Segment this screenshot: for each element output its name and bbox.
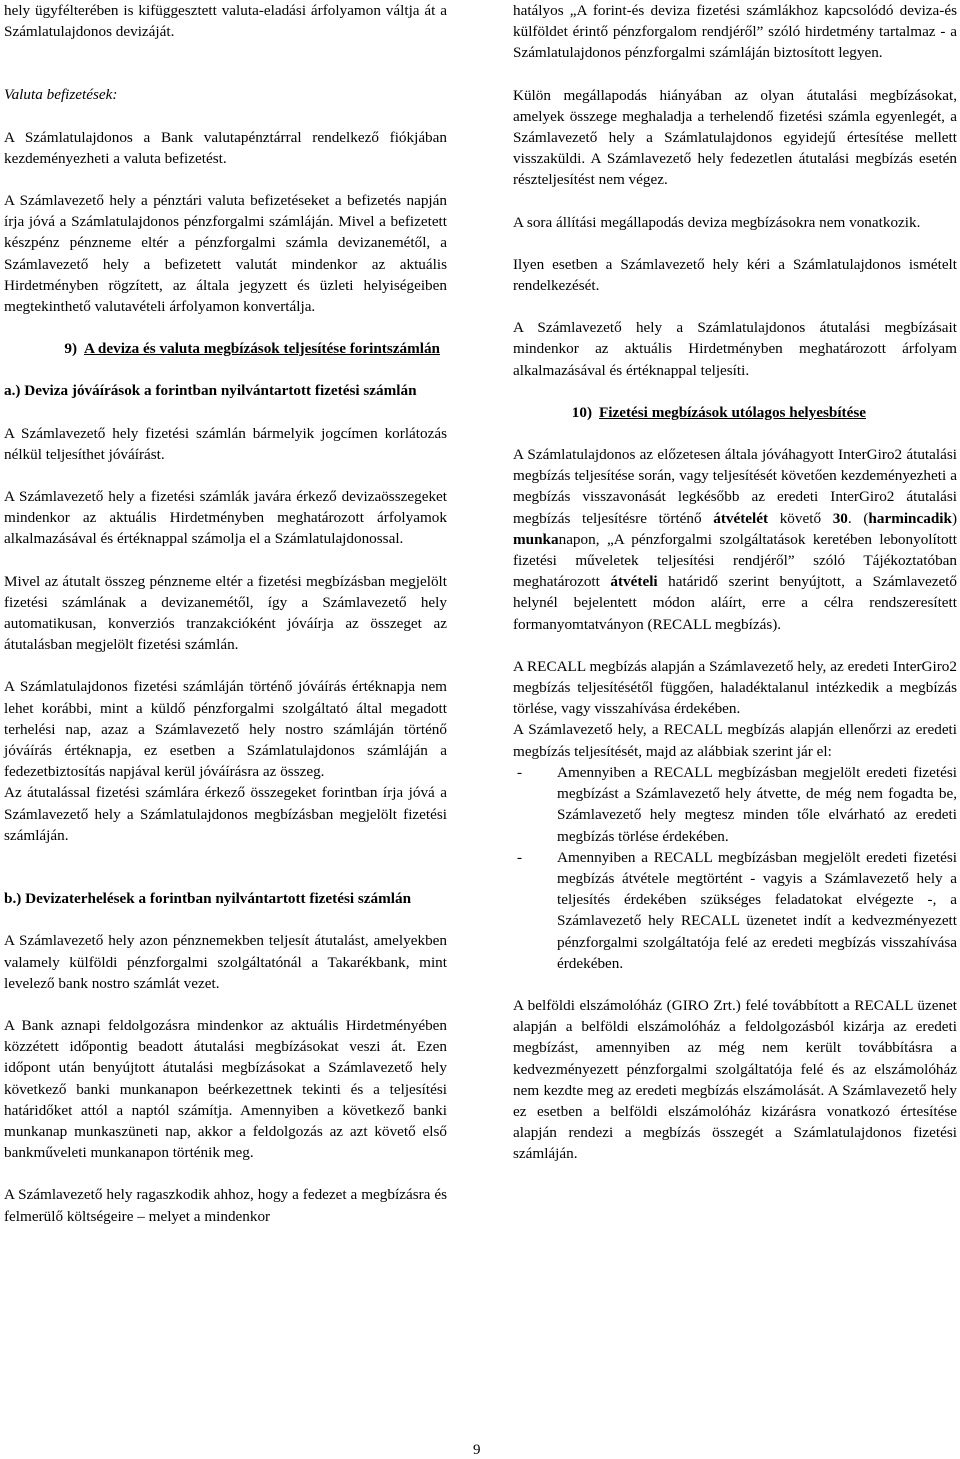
paragraph: Ilyen esetben a Számlavezető hely kéri a Számlatulajdonos ismételt rendelkezését. xyxy=(513,255,957,295)
text-run-bold: 30 xyxy=(832,509,848,527)
paragraph: A Számlavezető hely azon pénznemekben teljesít átutalást, amelyekben valamely külföldi pénzforgalmi szolgáltatónál a Takarékbank, mint levelező bank nostro számlát vezet. xyxy=(4,932,447,992)
left-column xyxy=(4,0,447,1227)
text-run: . ( xyxy=(847,509,869,527)
text-run-bold: átvételét xyxy=(713,509,769,527)
section-title-valuta: Valuta befizetések: xyxy=(4,86,118,104)
heading-text: A deviza és valuta megbízások teljesítése forintszámlán xyxy=(84,340,441,358)
heading-number: 10) xyxy=(571,403,592,421)
text-run: határidő szerint benyújtott, a Számlavezető helynél bejelentett módon aláírt, erre a célra rendszeresített formanyomtatványon (RECALL megbízás). xyxy=(513,573,957,633)
list-item-text: Amennyiben a RECALL megbízásban megjelölt eredeti fizetési megbízás átvétele megtörtént - vagyis a Számlavezető hely a teljesítés érdekében szükséges feladatokat elvégezte -, a Számlavezető hely RECALL üzenetet indít a kedvezményezett pénzforgalmi szolgáltatója felé az eredeti megbízás visszahívása érdekében. xyxy=(557,848,957,972)
section-heading-9 xyxy=(4,338,447,359)
dash-list xyxy=(513,762,957,974)
text-run: követő xyxy=(768,509,833,527)
paragraph: hely ügyfélterében is kifüggesztett valuta-eladási árfolyamon váltja át a Számlatulajdonos devizáját. xyxy=(4,2,447,41)
subheading-b: b.) Devizaterhelések a forintban nyilvántartott fizetési számlán xyxy=(4,890,412,908)
paragraph: Az átutalással fizetési számlára érkező összegeket forintban írja jóvá a Számlavezető hely a Számlatulajdonos megbízásban megjelölt fizetési számláján. xyxy=(4,784,447,844)
paragraph: A Számlavezető hely a fizetési számlák javára érkező devizaösszegeket mindenkor az aktuális Hirdetményben meghatározott árfolyamok alkalmazásával és értéknappal számolja el a Számlatulajdonossal. xyxy=(4,488,447,548)
paragraph: A belföldi elszámolóház (GIRO Zrt.) felé továbbított a RECALL üzenet alapján a belföldi elszámolóház a feldolgozásból kizárja az eredeti megbízást, amennyiben az még nem került továbbításra a kedvezményezett pénzforgalmi szolgáltatója felé és az elszámolóház nem kezdte meg az eredeti megbízás elszámolását. A Számlavezető hely ez esetben a belföldi elszámolóház kizárásra vonatkozó értesítése alapján rendezi a megbízás összegét a Számlatulajdonos fizetési számláján. xyxy=(513,996,957,1163)
heading-number: 9) xyxy=(64,340,77,358)
text-run-bold: harmincadik xyxy=(868,509,952,527)
page-number: 9 xyxy=(473,1442,481,1458)
paragraph: A Számlavezető hely ragaszkodik ahhoz, hogy a fedezet a megbízásra és felmerülő költségeire – melyet a mindenkor xyxy=(4,1186,447,1225)
dash-bullet: - xyxy=(517,848,523,866)
text-run: A Számlatulajdonos az előzetesen általa jóváhagyott InterGiro2 átutalási megbízás teljesítése során, vagy teljesítését követően kezdeményezheti a megbízás visszavonását legkésőbb az eredeti InterGiro2 átutalási megbízás teljesítésre történő xyxy=(513,446,957,527)
paragraph: A sora állítási megállapodás deviza megbízásokra nem vonatkozik. xyxy=(513,213,921,231)
right-column xyxy=(513,0,957,1165)
subheading-a: a.) Deviza jóváírások a forintban nyilvántartott fizetési számlán xyxy=(4,382,417,400)
text-run-bold: átvételi xyxy=(610,573,658,591)
text-run: ) xyxy=(951,509,958,527)
list-item xyxy=(513,762,957,847)
paragraph: A RECALL megbízás alapján a Számlavezető hely, az eredeti InterGiro2 megbízás teljesítésétől függően, haladéktalanul intézkedik a megbízás törlése, vagy visszahívása érdekében. xyxy=(513,657,957,718)
list-item-text: Amennyiben a RECALL megbízásban megjelölt eredeti fizetési megbízást a Számlavezető hely átvette, de még nem fogadta be, Számlavezető hely megtesz minden tőle elvárható az eredeti megbízás törlése érdekében. xyxy=(557,763,957,845)
paragraph: A Számlavezető hely, a RECALL megbízás alapján ellenőrzi az eredeti megbízás teljesítését, majd az alábbiak szerint jár el: xyxy=(513,721,957,760)
paragraph: A Számlavezető hely a pénztári valuta befizetéseket a befizetés napján írja jóvá a Számlatulajdonos pénzforgalmi számláján. Mivel a befizetett készpénz pénzneme eltér a pénzforgalmi számla devizanemétől, a Számlavezető hely a befizetett valutát mindenkor az aktuális Hirdetményben rögzített, az általa jegyzett és üzleti helyiségeiben megtekinthető valutavételi árfolyamon konvertálja. xyxy=(4,192,447,316)
paragraph: A Számlavezető hely a Számlatulajdonos átutalási megbízásait mindenkor az aktuális Hirdetményben meghatározott árfolyam alkalmazásával és értéknappal teljesíti. xyxy=(513,319,957,379)
paragraph: A Számlatulajdonos fizetési számláján történő jóváírás értéknapja nem lehet korábbi, mint a küldő pénzforgalmi szolgáltató által megadott terhelési nap, azaz a Számlavezető hely nostro számláján történő jóváírás értéknapja, ez esetben a Számlatulajdonos számláján a fedezetbiztosítás napjával kerül jóváírásra az összeg. xyxy=(4,678,447,781)
paragraph: A Számlavezető hely fizetési számlán bármelyik jogcímen korlátozás nélkül teljesíthet jóváírást. xyxy=(4,424,447,463)
paragraph: hatályos „A forint-és deviza fizetési számlákhoz kapcsolódó deviza-és külföldet érintő pénzforgalom rendjéről” szóló hirdetmény tartalmaz - a Számlatulajdonos pénzforgalmi számláján biztosított legyen. xyxy=(513,2,957,62)
section-heading-10 xyxy=(513,402,957,423)
text-run-bold: munka xyxy=(513,530,559,548)
paragraph: Mivel az átutalt összeg pénzneme eltér a fizetési megbízásban megjelölt fizetési számlának a devizanemétől, így a Számlavezető hely automatikusan, konverziós tranzakcióként jóváírja az összeget az átutalásban megjelölt fizetési számlán. xyxy=(4,572,447,654)
list-item xyxy=(513,847,957,974)
paragraph: A Számlatulajdonos a Bank valutapénztárral rendelkező fiókjában kezdeményezheti a valuta befizetést. xyxy=(4,128,447,167)
heading-text: Fizetési megbízások utólagos helyesbítése xyxy=(599,403,867,421)
paragraph: Külön megállapodás hiányában az olyan átutalási megbízásokat, amelyek összege meghaladja a terhelendő fizetési számla egyenlegét, a Számlavezető hely a Számlatulajdonos egyidejű értesítése mellett visszaküldi. A Számlavezető hely fedezetlen átutalási megbízás esetén részteljesítést nem végez. xyxy=(513,86,957,189)
text-run: napon, „A pénzforgalmi szolgáltatások keretében lebonyolított fizetési műveletek teljesítési rendjéről” szóló Tájékoztatóban meghatározott xyxy=(513,530,957,591)
paragraph: A Bank aznapi feldolgozásra mindenkor az aktuális Hirdetményében közzétett időpontig beadott átutalási megbízásokat veszi át. Ezen időpont után benyújtott átutalási megbízásokat a Számlavezető hely következő banki munkanapon beérkezettnek tekinti és a teljesítési határidőket attól a naptól számítja. Amennyiben a következő banki munkanap munkaszüneti nap, akkor a feldolgozás az azt követő első bankműveleti munkanapon történik meg. xyxy=(4,1016,447,1162)
dash-bullet: - xyxy=(517,763,523,781)
paragraph xyxy=(513,444,957,635)
